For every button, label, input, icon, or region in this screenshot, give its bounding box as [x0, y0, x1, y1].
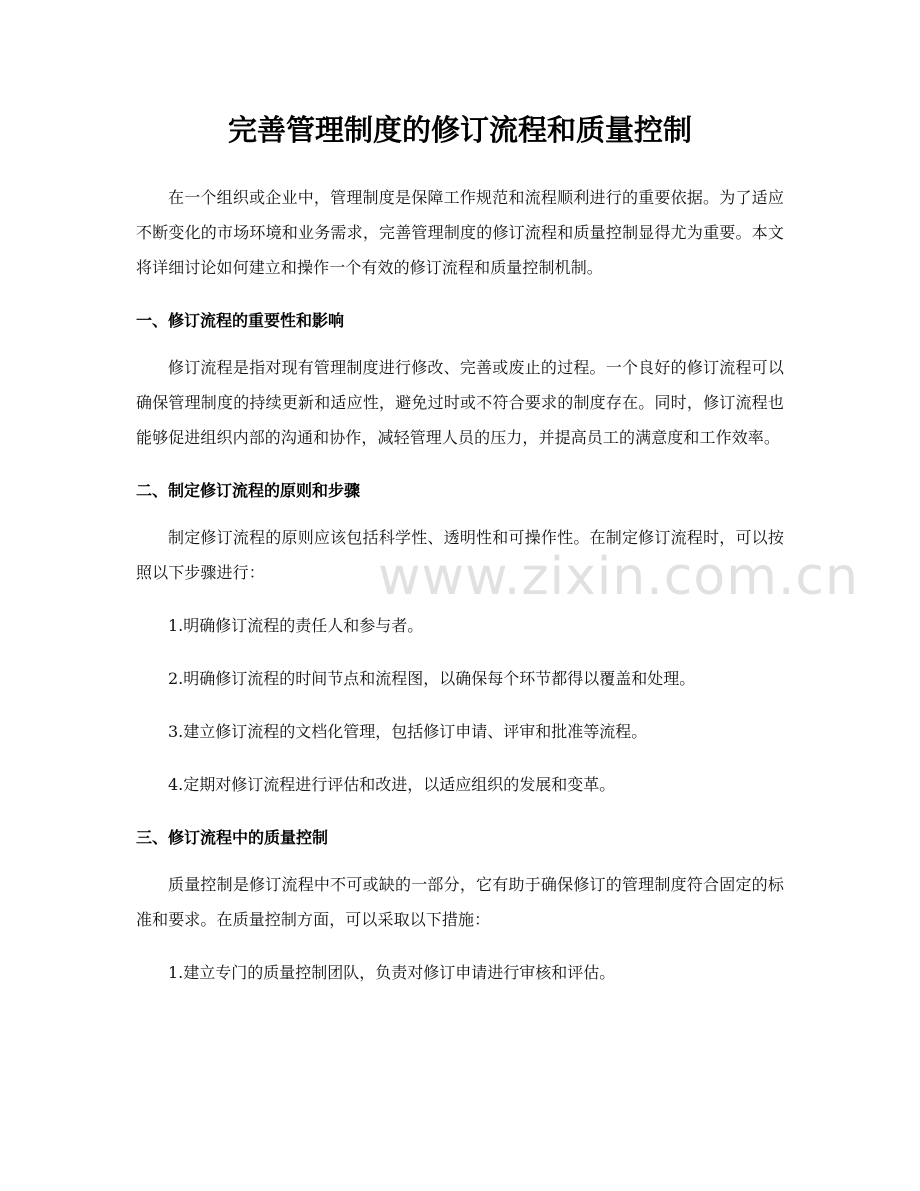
- section-heading-2: 二、制定修订流程的原则和步骤: [136, 481, 361, 500]
- list-item: 3.建立修订流程的文档化管理，包括修订申请、评审和批准等流程。: [168, 722, 648, 741]
- intro-paragraph: 在一个组织或企业中，管理制度是保障工作规范和流程顺利进行的重要依据。为了适应不断变化的市场环境和业务需求，完善管理制度的修订流程和质量控制显得尤为重要。本文将详细讨论如何建立和操作一个有效的修订流程和质量控制机制。: [136, 188, 784, 277]
- section-2-paragraph: 制定修订流程的原则应该包括科学性、透明性和可操作性。在制定修订流程时，可以按照以下步骤进行：: [136, 528, 784, 582]
- section-1-paragraph: 修订流程是指对现有管理制度进行修改、完善或废止的过程。一个良好的修订流程可以确保管理制度的持续更新和适应性，避免过时或不符合要求的制度存在。同时，修订流程也能够促进组织内部的沟通和协作，减轻管理人员的压力，并提高员工的满意度和工作效率。: [136, 358, 784, 447]
- list-item: 1.明确修订流程的责任人和参与者。: [168, 616, 424, 635]
- section-3-paragraph: 质量控制是修订流程中不可或缺的一部分，它有助于确保修订的管理制度符合固定的标准和要求。在质量控制方面，可以采取以下措施：: [136, 875, 784, 929]
- list-item: 2.明确修订流程的时间节点和流程图，以确保每个环节都得以覆盖和处理。: [168, 669, 696, 688]
- document-title: 完善管理制度的修订流程和质量控制: [227, 113, 692, 147]
- list-item: 1.建立专门的质量控制团队，负责对修订申请进行审核和评估。: [168, 963, 616, 982]
- watermark-text: www.zixin.com.cn: [378, 547, 859, 607]
- section-heading-3: 三、修订流程中的质量控制: [136, 828, 329, 847]
- list-item: 4.定期对修订流程进行评估和改进，以适应组织的发展和变革。: [168, 775, 616, 794]
- section-heading-1: 一、修订流程的重要性和影响: [136, 311, 345, 330]
